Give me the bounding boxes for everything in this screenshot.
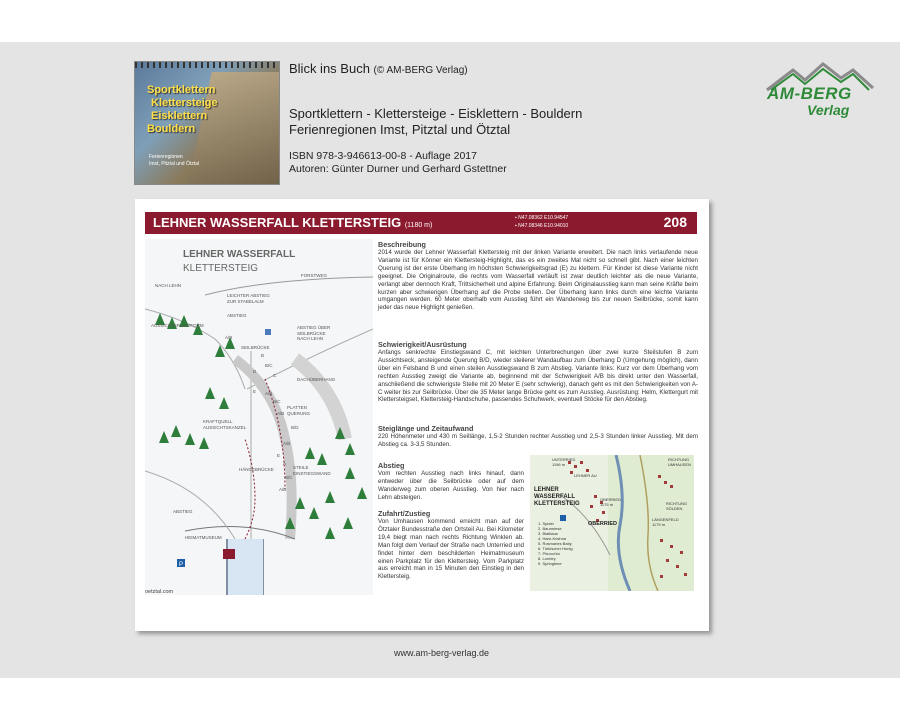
logo-text-1: AM-BERG — [767, 84, 852, 103]
grade-bc-3: B/C — [285, 475, 293, 480]
heading-zufahrt: Zufahrt/Zustieg — [378, 509, 431, 518]
section-beschreibung — [378, 240, 698, 316]
heading-beschreibung: Beschreibung — [378, 240, 426, 249]
label-leichter-abstieg: LEICHTER ABSTIEG ZUR STABELALM — [227, 293, 270, 304]
gps-2: N47.08346 E10.94010 — [518, 223, 569, 229]
label-steile-einstiegswand: STEILE EINSTIEGSWAND — [293, 465, 331, 476]
section-schwierigkeit — [378, 340, 698, 408]
route-1: 1. Spider — [538, 521, 555, 526]
label-seilbruecke: SEILBRÜCKE — [241, 345, 270, 350]
book-title-line2: Ferienregionen Imst, Pitztal und Ötztal — [289, 122, 511, 137]
grade-b: B — [261, 353, 265, 358]
section-zufahrt — [378, 509, 524, 585]
grade-e-2: E — [277, 453, 281, 458]
grade-bc-2: B/C — [273, 399, 281, 404]
body-beschreibung: 2014 wurde der Lehner Wasserfall Klettersteig mit der linken Variante erweitert. Die nach links verlaufende neue Variante ist für Könner ein Klettersteig-Highlight, das es ein zweites Mal nicht so schnell gibt. Nach einer leichten Querung ist der erste Überhang im höchsten Schwierigkeitsgrad (E) zu klettern. Für Kinder ist diese Variante nicht geeignet. Die Originalroute, die rechts vom Wasserfall verläuft ist zwar deutlich leichter als die neue Variante, verlangt aber dennoch Kraft, Trittsicherheit und alpine Erfahrung. Beim Originalausstieg kann man seine Kräfte beim kurzen aber schwierigen Überhang auf die Probe stellen. Der Überhang kann links durch eine leichte Variante umgangen werden. 60 Meter oberhalb vom Ausstieg führt ein Wanderweg bis zur neuen Seilbrücke, somit kann jeder das neue Highlight genießen. — [378, 249, 698, 312]
authors: Autoren: Günter Durner und Gerhard Gstettner — [289, 163, 507, 175]
label-oberried: OBERRIED — [588, 521, 618, 527]
label-dachueberhang: DACHÜBERHANG — [297, 377, 336, 382]
spiral-binding — [135, 62, 279, 68]
logo-text-2: Verlag — [807, 102, 850, 118]
grade-c: C — [273, 373, 277, 378]
grade-ab-2: A/B — [265, 391, 273, 396]
route-4: 4. Hare-Krishna — [538, 536, 567, 541]
route-3: 3. Blattlaus — [538, 531, 558, 536]
label-abstieg-1: ABSTIEG — [227, 313, 247, 318]
heading-schwierigkeit: Schwierigkeit/Ausrüstung — [378, 340, 467, 349]
topo-map — [145, 239, 373, 595]
label-nach-lehn: NACH LEHN — [155, 283, 182, 288]
grade-ab-4: A/B — [283, 441, 291, 446]
cover-title-4: Bouldern — [147, 123, 196, 135]
body-abstieg: Vom rechten Ausstieg nach links hinauf, dann entweder über die Seilbrücke oder auf dem Wanderweg zum oberen Ausstieg. Von hier nach Lehn absteigen. — [378, 470, 524, 501]
gps-coordinates — [515, 214, 568, 230]
label-richtung-umhausen: RICHTUNG UMHAUSEN — [668, 457, 691, 467]
start-icon: ▪ — [515, 223, 519, 229]
grade-bd: B/D — [291, 425, 299, 430]
label-abstieg-2: ABSTIEG — [173, 509, 193, 514]
map-title-2: KLETTERSTEIG — [183, 263, 259, 274]
label-lehner-au: LEHNER AU — [574, 473, 597, 478]
top-margin — [0, 0, 900, 42]
grade-ab: A/B — [225, 335, 233, 340]
label-richtung-soelden: RICHTUNG SÖLDEN — [666, 501, 688, 511]
route-6: 6. Türkischer Honig — [538, 546, 573, 551]
grade-d: D — [253, 369, 257, 374]
cover-sub-2: Imst, Pitztal und Ötztal — [149, 161, 200, 167]
heading-abstieg: Abstieg — [378, 461, 405, 470]
page-title-bar — [145, 212, 697, 234]
page-altitude: (1180 m) — [404, 222, 433, 229]
svg-text:P: P — [179, 562, 184, 568]
blick-title: Blick ins Buch — [289, 61, 370, 76]
gps-1: N47.08362 E10.94547 — [518, 215, 569, 221]
am-berg-logo[interactable] — [765, 62, 875, 122]
label-minimap-title: LEHNER WASSERFALL KLETTERSTEIG — [534, 487, 580, 507]
route-list — [538, 521, 573, 566]
label-forstweg: FORSTWEG — [301, 273, 327, 278]
book-title-line1: Sportklettern - Klettersteige - Eisklettern - Bouldern — [289, 106, 583, 121]
footer-url-link[interactable]: www.am-berg-verlag.de — [394, 648, 490, 658]
cover-title-3: Eisklettern — [151, 110, 208, 122]
label-aussichtsplattform: AUSSICHTSPLATTFORM — [151, 323, 204, 328]
grade-ab-5: A/B — [279, 487, 287, 492]
route-5: 5. Rosmaries Baby — [538, 541, 572, 546]
blick-ins-buch — [289, 61, 468, 76]
page-preview — [135, 199, 709, 631]
label-oberried-small: OBERRIED 1175 m — [600, 497, 621, 507]
book-meta — [289, 150, 507, 176]
cover-sub-1: Ferienregionen — [149, 154, 183, 160]
map-credit: oetztal.com — [145, 589, 174, 595]
label-platten-querung: PLATTEN QUERUNG — [287, 405, 311, 416]
map-title-1: LEHNER WASSERFALL — [183, 249, 296, 260]
section-abstieg — [378, 461, 524, 506]
cover-title-2: Klettersteige — [151, 97, 218, 109]
grade-bc: B/C — [265, 363, 273, 368]
body-schwierigkeit: Anfangs senkrechte Einstiegswand C, mit leichten Unterbrechungen über zwei kurze Steilstufen B zum Aussichtseck, ansteigende Querung B/D, wieder steilerer Wandaufbau zum Überhang D (Umgehung möglich), dann über ein Felsband B und einen steilen Ausstiegswand B zum Abstieg. Variante links: Kurz vor dem Überhang vom rechten Ausstieg zweigt die Variante ab, beginnend mit der Schwierigkeit A/B bis direkt unter den Wasserfall, anschließend die schwierigste Stelle mit 20 Meter E (sehr schwierig), danach geht es mit den Schwierigkeiten von A-C weiter bis zur Seilbrücke. Über die 35 Meter lange Brücke geht es zum Ausstieg. Ausrüstung: Helm, Klettergurt mit Klettersteigset, Klettersteig-Handschuhe, passendes Schuhwerk, eventuell Stöcke für den Abstieg. — [378, 349, 698, 404]
parking-icon: ▪ — [515, 215, 519, 221]
grade-a: A — [283, 461, 287, 466]
heading-steiglaenge: Steiglänge und Zeitaufwand — [378, 424, 474, 433]
book-cover-image[interactable] — [134, 61, 280, 185]
access-map — [530, 455, 694, 591]
label-abstieg-seilbruecke: ABSTIEG ÜBER SEILBRÜCKE NACH LEHN — [297, 325, 331, 341]
route-7: 7. Pinocchio — [538, 551, 560, 556]
body-steiglaenge: 220 Höhenmeter und 430 m Seillänge, 1,5-2 Stunden rechter Ausstieg und 2,5-3 Stunden linker Ausstieg. Mit dem Abstieg ca. 3-3,5 Stunden. — [378, 433, 698, 448]
label-kraftquell: KRAFTQUELL AUSSICHTSKANZEL — [203, 419, 247, 430]
label-unterried: UNTERRIED 1196 m — [552, 457, 576, 467]
bottom-margin — [0, 678, 900, 720]
route-8: 8. Loreley — [538, 556, 556, 561]
grade-e: E — [253, 389, 257, 394]
isbn: ISBN 978-3-946613-00-8 - Auflage 2017 — [289, 150, 477, 162]
page-title — [153, 215, 432, 230]
section-steiglaenge — [378, 424, 698, 453]
page-title-text: LEHNER WASSERFALL KLETTERSTEIG — [153, 215, 402, 230]
label-haengebruecke: HÄNGEBRÜCKE — [239, 467, 274, 472]
cover-title-1: Sportklettern — [147, 84, 216, 96]
page-number: 208 — [663, 214, 687, 230]
route-2: 2. Baumriese — [538, 526, 562, 531]
copyright: (© AM-BERG Verlag) — [373, 65, 468, 76]
label-laengenfeld: LÄNGENFELD 1179 m — [652, 517, 679, 527]
grade-ab-3: A/B — [277, 411, 285, 416]
route-9: 9. Springtime — [538, 561, 562, 566]
book-title — [289, 106, 582, 138]
body-zufahrt: Von Umhausen kommend erreicht man auf der Ötztaler Bundesstraße den Ortsteil Au. Bei Kilometer 19,4 biegt man nach rechts Richtung Winklen ab. Man folgt dem Verlauf der Straße nach Unterried und findet hinter dem beschilderten Heimatmuseum einen Parkplatz für den Klettersteig. Vom Parkplatz aus erreicht man in 15 Minuten den Einstieg in den Klettersteig. — [378, 518, 524, 581]
label-heimatmuseum: HEIMATMUSEUM — [185, 535, 222, 540]
